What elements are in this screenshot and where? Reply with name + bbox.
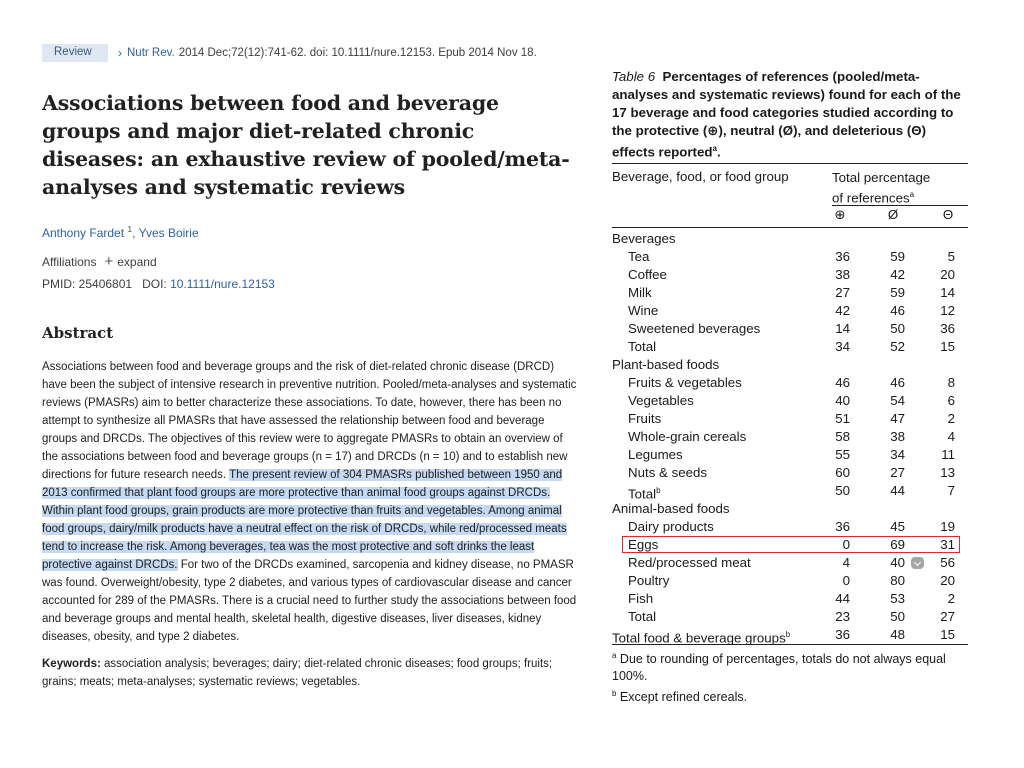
deleterious-value: 5 (947, 249, 955, 265)
neutral-value: 46 (890, 303, 905, 319)
table-row (612, 320, 968, 338)
author-link[interactable]: Yves Boirie (138, 226, 199, 240)
deleterious-value: 8 (947, 375, 955, 391)
table-row (612, 248, 968, 266)
deleterious-value: 27 (940, 609, 955, 625)
table-caption-label: Table 6 (612, 69, 656, 84)
row-label: Beverages (612, 231, 676, 247)
author-separator: , (132, 226, 136, 240)
protective-value: 14 (835, 321, 850, 337)
doi-link[interactable]: 10.1111/nure.12153 (170, 277, 275, 291)
protective-value: 50 (835, 483, 850, 499)
deleterious-value: 6 (947, 393, 955, 409)
footnote-a-text: Due to rounding of percentages, totals do not always equal 100%. (612, 652, 946, 683)
row-label: Sweetened beverages (628, 321, 761, 337)
header-line-2: of references (832, 190, 910, 206)
deleterious-value: 14 (940, 285, 955, 301)
footnote-a (612, 648, 968, 683)
header-footnote-mark: a (909, 190, 915, 200)
table-row (612, 392, 968, 410)
table-top-rule (612, 163, 968, 164)
table-footnotes (612, 648, 968, 704)
row-label: Tea (628, 249, 650, 265)
article-title: Associations between food and beverage groups and major diet-related chronic diseases: an exhaustive review of pooled/meta-analyses and systematic reviews (42, 91, 570, 199)
table-row (612, 536, 968, 554)
table-row (612, 608, 968, 626)
protective-value: 60 (835, 465, 850, 481)
row-label: Fruits (628, 411, 662, 427)
row-label: Fruits & vegetables (628, 375, 742, 391)
neutral-value: 42 (890, 267, 905, 283)
keywords-label: Keywords: (42, 658, 101, 670)
abstract-part-1: Associations between food and beverage groups and the risk of diet-related chronic disease (DRCD) have been the subject of intensive research in preventive nutrition. Pooled/meta-analyses and systematic reviews (PMASRs) aim to better characterize these associations. To date, however, there has been no attempt to synthesize all PMASRs that have assessed the relationship between food and beverage groups and DRCDs. The objectives of this review were to aggregate PMASRs to obtain an overview of the associations between food and beverage groups (n = 17) and DRCDs (n = 10) and to establish new directions for future research needs. (42, 361, 577, 481)
row-label: Whole-grain cereals (628, 429, 747, 445)
footnote-a-mark: a (612, 651, 617, 661)
abstract-heading: Abstract (42, 324, 114, 342)
publication-type-badge[interactable]: Review (42, 44, 108, 62)
table-caption (612, 68, 968, 161)
deleterious-value: 36 (940, 321, 955, 337)
deleterious-value: 20 (940, 573, 955, 589)
abstract-highlighted-selection[interactable]: The present review of 304 PMASRs published between 1950 and 2013 confirmed that plant food groups are more protective than animal food groups against DRCDs. Within plant food groups, grain products are more protective than fruits and vegetables. Among animal food groups, dairy/milk products have a neutral effect on the risk of DRCDs, while red/processed meats tend to increase the risk. Among beverages, tea was the most protective and soft drinks the least protective against DRCDs. (42, 469, 567, 571)
neutral-value: 45 (890, 519, 905, 535)
row-label: Fish (628, 591, 654, 607)
table-row (612, 554, 968, 572)
plus-icon[interactable]: + (104, 253, 114, 270)
deleterious-value: 11 (941, 447, 955, 463)
protective-value: 4 (842, 555, 850, 571)
highlight-box (622, 536, 960, 553)
row-label: Coffee (628, 267, 667, 283)
deleterious-value: 15 (940, 627, 955, 643)
row-label: Total (628, 339, 657, 355)
header-sub-rule (832, 205, 968, 206)
table-row (612, 590, 968, 608)
table-row (612, 518, 968, 536)
deleterious-value: 31 (940, 537, 955, 553)
protective-value: 23 (835, 609, 850, 625)
citation-text: 2014 Dec;72(12):741-62. doi: 10.1111/nure.12153. Epub 2014 Nov 18. (178, 47, 537, 59)
protective-value: 42 (835, 303, 850, 319)
neutral-value: 59 (890, 285, 905, 301)
protective-value: 44 (835, 591, 850, 607)
table-group-row (612, 230, 968, 248)
chevron-down-icon[interactable] (911, 557, 924, 569)
table-body (612, 230, 968, 644)
chevron-right-icon[interactable]: › (118, 46, 122, 60)
neutral-value: 27 (890, 465, 905, 481)
footnote-b-mark: b (612, 688, 617, 698)
neutral-value: 80 (890, 573, 905, 589)
table-row (612, 428, 968, 446)
affiliations-toggle[interactable] (42, 255, 578, 269)
affiliation-number[interactable]: 1 (127, 224, 133, 234)
table-row (612, 410, 968, 428)
protective-value: 0 (842, 537, 850, 553)
header-category: Beverage, food, or food group (612, 169, 789, 185)
keywords-text: association analysis; beverages; dairy; diet-related chronic diseases; food groups; fruits; grains; meats; meta-analyses; systematic reviews; vegetables. (42, 658, 553, 688)
table-row (612, 446, 968, 464)
neutral-value: 48 (890, 627, 905, 643)
protective-value: 40 (835, 393, 850, 409)
table-row (612, 374, 968, 392)
protective-value: 36 (835, 519, 850, 535)
author-link[interactable]: Anthony Fardet (42, 226, 125, 240)
table-header (612, 167, 968, 227)
header-total-percentage (832, 169, 930, 206)
row-label: Vegetables (628, 393, 694, 409)
row-label: Red/processed meat (628, 555, 751, 571)
deleterious-value: 20 (940, 267, 955, 283)
neutral-value: 52 (890, 339, 905, 355)
journal-link[interactable]: Nutr Rev. (127, 47, 175, 59)
table-figure (612, 68, 968, 705)
neutral-value: 34 (890, 447, 905, 463)
neutral-value: 69 (890, 537, 905, 553)
row-label: Total$^b$ (628, 486, 661, 502)
protective-value: 0 (842, 573, 850, 589)
row-label: Nuts & seeds (628, 465, 708, 481)
table-row (612, 626, 968, 644)
neutral-value: 50 (890, 609, 905, 625)
neutral-value: 40 (890, 555, 905, 571)
author-list (42, 224, 578, 240)
deleterious-value: 15 (940, 339, 955, 355)
deleterious-value: 2 (947, 591, 955, 607)
row-label: Legumes (628, 447, 683, 463)
neutral-value: 44 (890, 483, 905, 499)
deleterious-value: 4 (947, 429, 955, 445)
table-group-row (612, 356, 968, 374)
article-panel (42, 44, 578, 691)
deleterious-value: 2 (947, 411, 955, 427)
deleterious-value: 19 (940, 519, 955, 535)
protective-value: 27 (835, 285, 850, 301)
table-row (612, 302, 968, 320)
deleterious-icon: Θ (942, 207, 954, 223)
protective-value: 36 (835, 249, 850, 265)
keywords (42, 655, 578, 691)
deleterious-value: 56 (940, 555, 955, 571)
table-row (612, 284, 968, 302)
deleterious-value: 7 (947, 483, 955, 499)
protective-value: 55 (835, 447, 850, 463)
protective-value: 38 (835, 267, 850, 283)
deleterious-value: 12 (940, 303, 955, 319)
protective-value: 36 (835, 627, 850, 643)
identifier-line (42, 277, 578, 291)
affiliations-label: Affiliations (42, 255, 97, 269)
protective-icon: ⊕ (834, 207, 846, 223)
neutral-icon: Ø (887, 207, 899, 223)
doi-label: DOI: (142, 277, 167, 291)
table-row (612, 266, 968, 284)
table-row (612, 482, 968, 500)
neutral-value: 38 (890, 429, 905, 445)
deleterious-value: 13 (940, 465, 955, 481)
header-bottom-rule (612, 227, 968, 228)
row-label: Dairy products (628, 519, 714, 535)
protective-value: 34 (835, 339, 850, 355)
citation-line (42, 44, 578, 62)
neutral-value: 53 (890, 591, 905, 607)
expand-link[interactable]: expand (117, 255, 157, 269)
abstract-part-2: For two of the DRCDs examined, sarcopenia and kidney disease, no PMASR was found. Overweight/obesity, type 2 diabetes, and various types of cardiovascular disease and cancer accounted for 289 of the PMASRs. There is a crucial need to further study the associations between food and beverage groups and mental health, skeletal health, digestive diseases, liver diseases, kidney diseases, obesity, and type 2 diabetes. (42, 559, 577, 643)
row-label: Animal-based foods (612, 501, 730, 517)
header-line-1: Total percentage (832, 170, 931, 186)
abstract-text (42, 358, 578, 646)
row-footnote-mark: b (656, 486, 661, 496)
footnote-b (612, 686, 968, 705)
protective-value: 58 (835, 429, 850, 445)
neutral-value: 47 (890, 411, 905, 427)
row-label: Wine (628, 303, 659, 319)
table-group-row (612, 500, 968, 518)
protective-value: 51 (835, 411, 850, 427)
neutral-value: 50 (890, 321, 905, 337)
row-label: Poultry (628, 573, 670, 589)
caption-end: . (716, 144, 721, 160)
pmid-text: PMID: 25406801 (42, 277, 133, 291)
neutral-value: 54 (890, 393, 905, 409)
table-caption-text: Percentages of references (pooled/meta-analyses and systematic reviews) found for each of the 17 beverage and food categories studied according to the protective (⊕), neutral (Ø), and deleterious (Θ) effects reported (612, 69, 961, 160)
row-label: Total food & beverage groups$^b$ (612, 630, 791, 646)
table-row (612, 464, 968, 482)
footnote-b-text: Except refined cereals. (616, 689, 748, 704)
neutral-value: 59 (890, 249, 905, 265)
table-row (612, 338, 968, 356)
row-label: Milk (628, 285, 652, 301)
neutral-value: 46 (890, 375, 905, 391)
row-label: Total (628, 609, 657, 625)
caption-footnote-mark: a (712, 144, 717, 153)
row-label: Plant-based foods (612, 357, 720, 373)
row-label: Eggs (628, 537, 659, 553)
row-footnote-mark: b (785, 630, 791, 640)
table-row (612, 572, 968, 590)
protective-value: 46 (835, 375, 850, 391)
